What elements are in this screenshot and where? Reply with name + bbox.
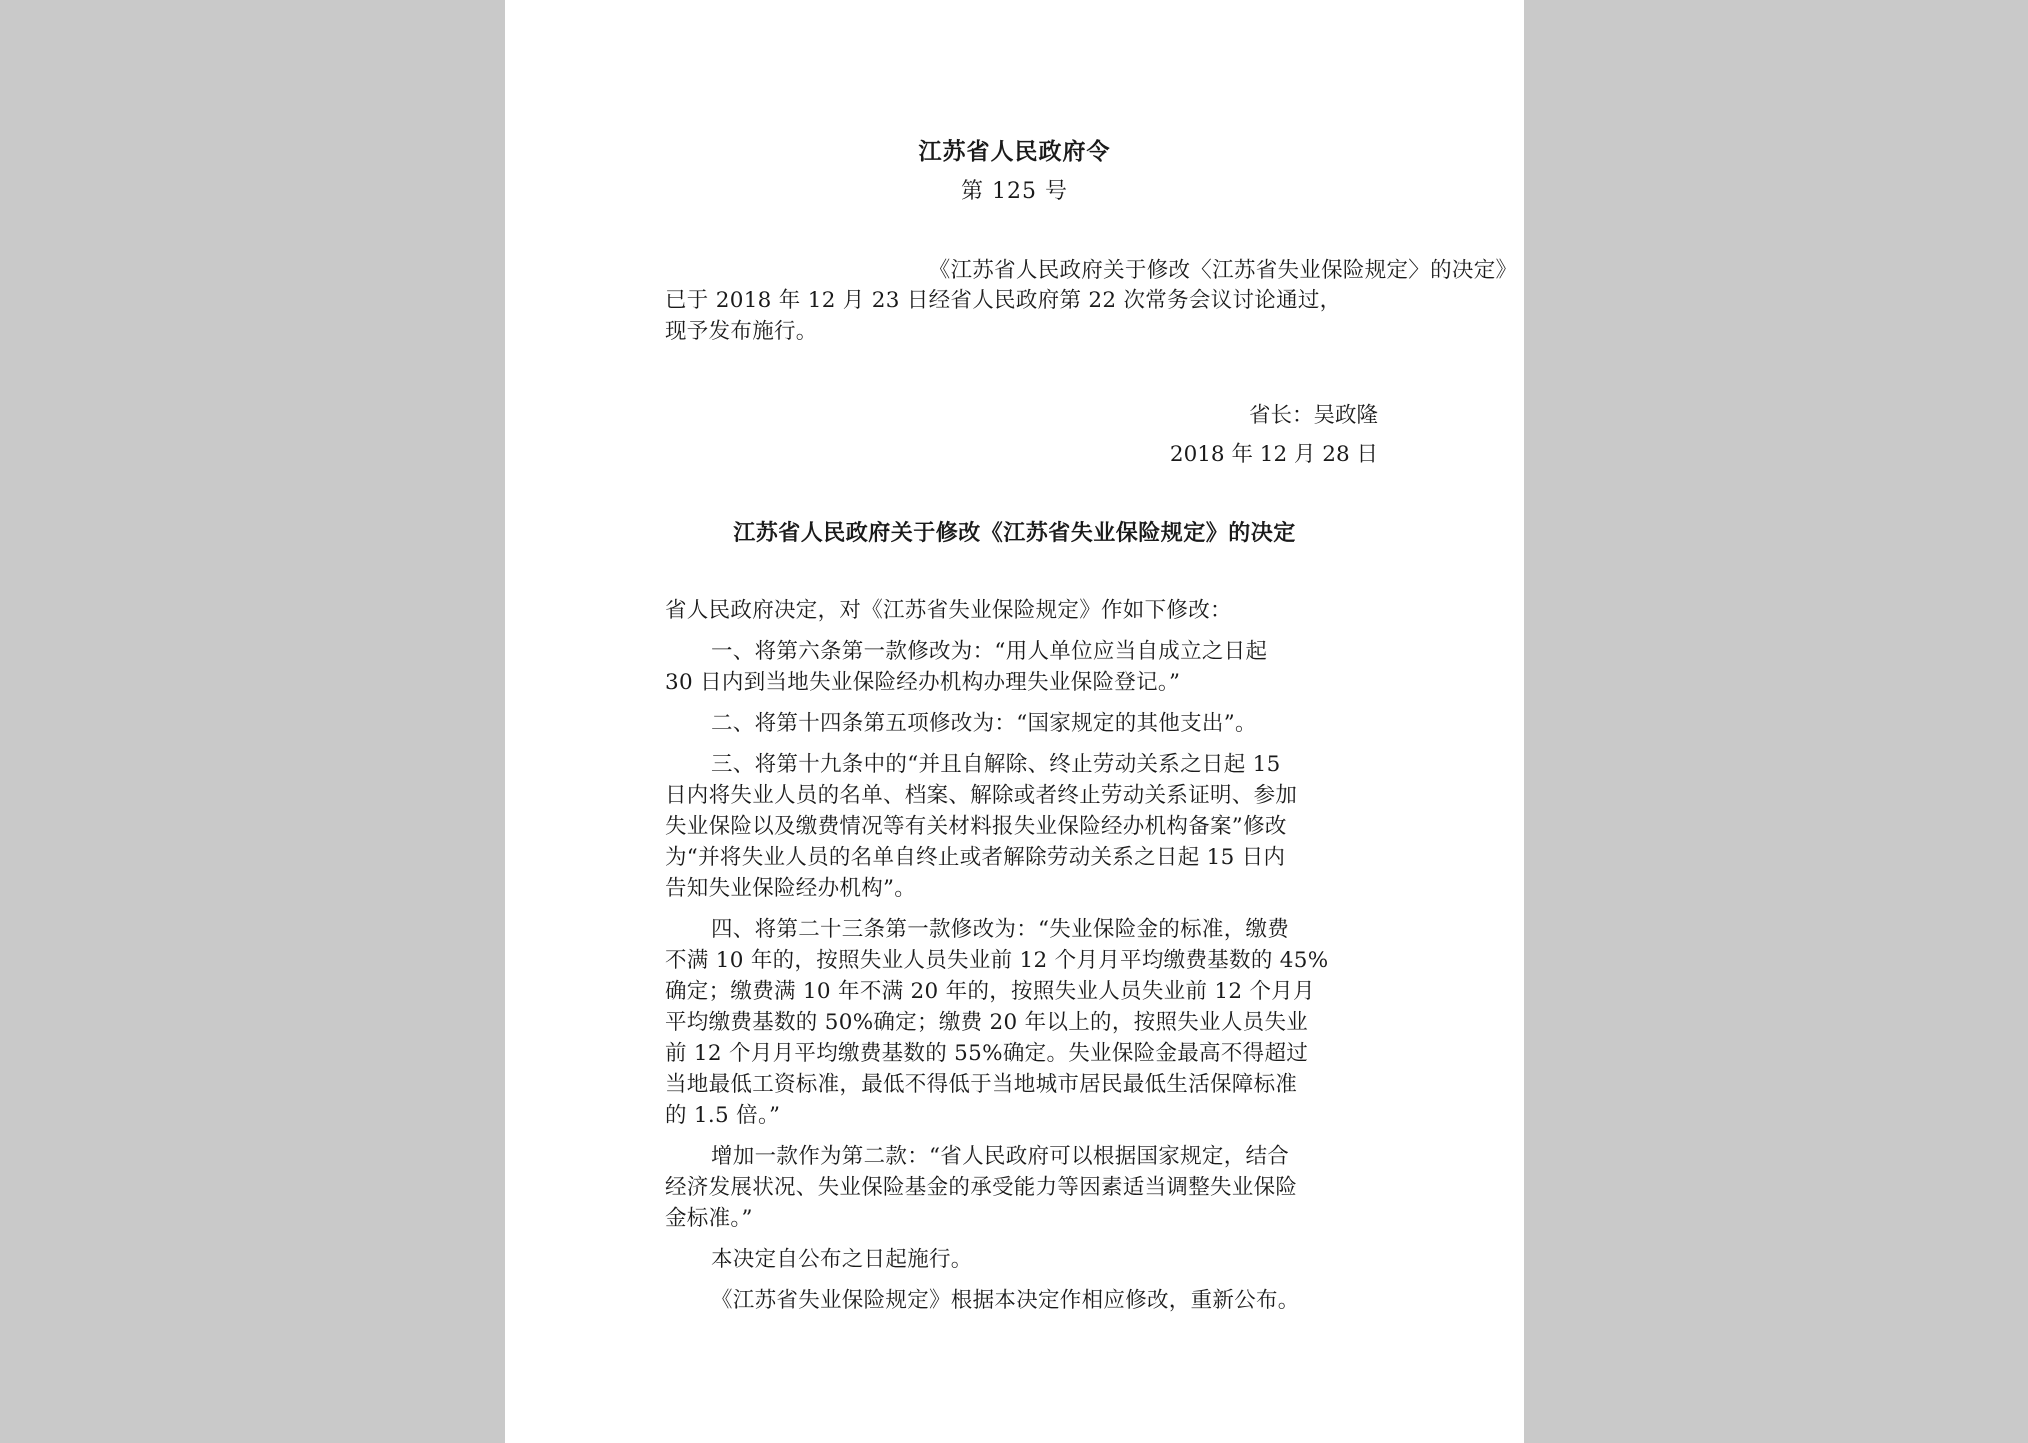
amendment-item-2: 二、将第十四条第五项修改为：“国家规定的其他支出”。 [711,711,1257,736]
decision-intro: 省人民政府决定，对《江苏省失业保险规定》作如下修改： [665,598,1232,623]
preamble-line: 已于 2018 年 12 月 23 日经省人民政府第 22 次常务会议讨论通过， [665,288,1342,313]
republish-clause: 《江苏省失业保险规定》根据本决定作相应修改，重新公布。 [711,1288,1300,1313]
amendment-item-3: 为“并将失业人员的名单自终止或者解除劳动关系之日起 15 日内 [665,845,1286,870]
amendment-item-4: 四、将第二十三条第一款修改为：“失业保险金的标准，缴费 [711,917,1290,942]
amendment-item-4: 平均缴费基数的 50%确定；缴费 20 年以上的，按照失业人员失业 [665,1010,1309,1035]
amendment-item-1: 30 日内到当地失业保险经办机构办理失业保险登记。” [665,670,1181,695]
signing-date: 2018 年 12 月 28 日 [1169,442,1378,467]
amendment-item-4: 前 12 个月月平均缴费基数的 55%确定。失业保险金最高不得超过 [665,1041,1309,1066]
amendment-item-3: 告知失业保险经办机构”。 [665,876,917,901]
order-title: 江苏省人民政府令 [918,138,1111,165]
preamble-line: 《江苏省人民政府关于修改〈江苏省失业保险规定〉的决定》 [928,258,1518,283]
amendment-item-5: 经济发展状况、失业保险基金的承受能力等因素适当调整失业保险 [665,1175,1298,1200]
order-number: 第 125 号 [961,179,1068,204]
amendment-item-5: 增加一款作为第二款：“省人民政府可以根据国家规定，结合 [711,1144,1290,1169]
amendment-item-4: 确定；缴费满 10 年不满 20 年的，按照失业人员失业前 12 个月月 [665,979,1315,1004]
amendment-item-5: 金标准。” [665,1206,753,1231]
preamble-line: 现予发布施行。 [665,319,818,344]
document-page [505,0,1524,1443]
amendment-item-4: 不满 10 年的，按照失业人员失业前 12 个月月平均缴费基数的 45% [665,948,1329,973]
amendment-item-3: 失业保险以及缴费情况等有关材料报失业保险经办机构备案”修改 [665,814,1287,839]
decision-title: 江苏省人民政府关于修改《江苏省失业保险规定》的决定 [733,520,1296,546]
signatory: 省长：吴政隆 [1248,403,1378,428]
amendment-item-3: 三、将第十九条中的“并且自解除、终止劳动关系之日起 15 [711,752,1281,777]
amendment-item-4: 的 1.5 倍。” [665,1103,781,1128]
amendment-item-3: 日内将失业人员的名单、档案、解除或者终止劳动关系证明、参加 [665,783,1298,808]
amendment-item-1: 一、将第六条第一款修改为：“用人单位应当自成立之日起 [711,639,1268,664]
amendment-item-4: 当地最低工资标准，最低不得低于当地城市居民最低生活保障标准 [665,1072,1298,1097]
effective-clause: 本决定自公布之日起施行。 [711,1247,973,1272]
